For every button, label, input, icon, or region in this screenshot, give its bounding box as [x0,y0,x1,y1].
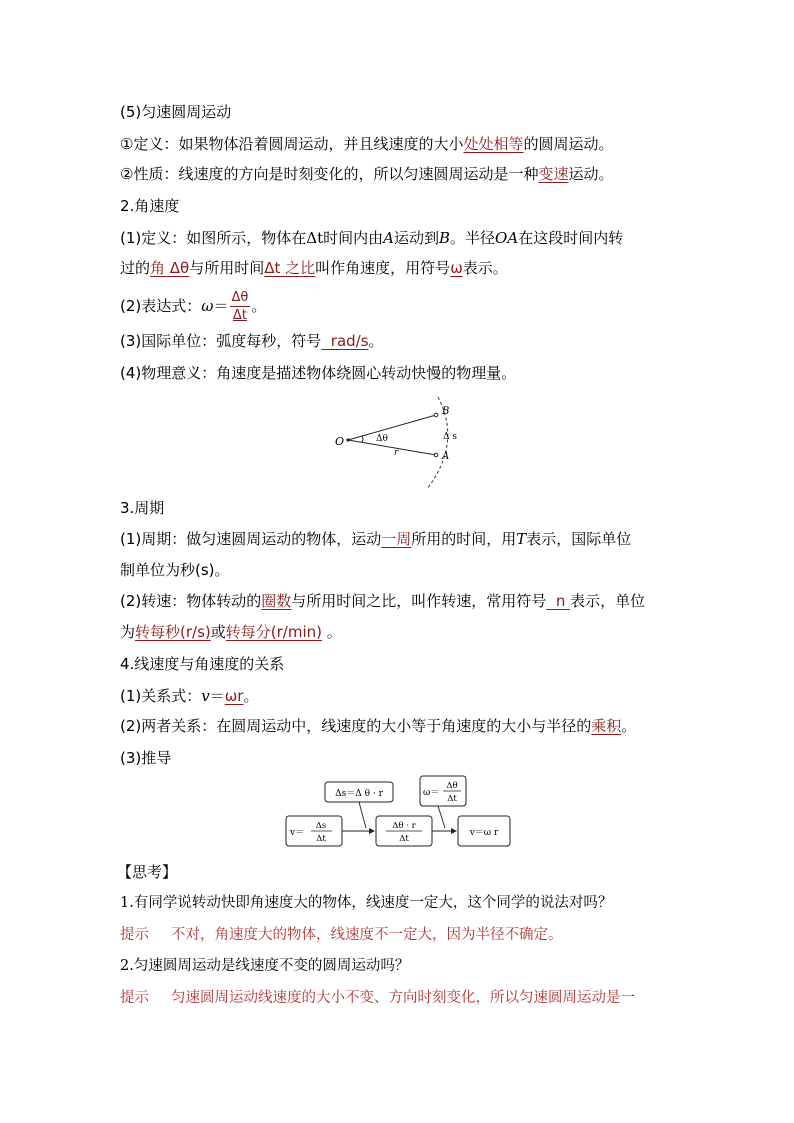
relation-description [120,716,636,736]
angular-velocity-definition-line2 [120,258,508,278]
answer-blank: 相等 [493,135,524,153]
rotation-speed-line2 [120,622,342,642]
answer-blank: rad/s [321,332,369,350]
box-result-text: v＝ω r [469,828,499,838]
box-omega-den: Δt [447,794,457,804]
hint-label: 提示 [120,927,149,943]
answer-blank: 圈数 [261,592,292,610]
text: (1)关系式： [120,687,202,705]
angular-velocity-unit [120,331,384,351]
label-B: B [442,406,450,417]
label-delta-s: Δ s [443,432,457,442]
text: 叫作角速度，用符号 [315,259,451,277]
derivation-title: (3)推导 [120,749,172,767]
text: 运动。 [568,165,614,183]
text: 与所用时间之比，叫作转速，常用符号 [291,592,547,610]
symbol: Δt [306,229,324,247]
symbol: OA [495,229,519,247]
symbol: v [201,687,210,705]
answer-blank: ω [450,259,463,277]
text: 为 [120,623,136,641]
text: 时间内由 [323,229,384,247]
point-B [434,413,438,417]
uniform-circular-definition [120,134,614,154]
uniform-circular-property [120,164,613,184]
answer-blank: 变速 [538,165,569,183]
symbol: ω [201,297,214,315]
box-v-num: Δs [315,821,327,831]
text: 。 [251,297,267,315]
text: 。 [243,687,259,705]
answer-blank: 一周 [381,530,412,548]
label-delta-theta: Δθ [376,434,388,444]
box-v-left: v＝ [290,828,305,838]
text: 表示，单位 [570,592,646,610]
angular-velocity-meaning: (4)物理意义：角速度是描述物体绕圆心转动快慢的物理量。 [120,364,517,382]
text: ＝ [209,687,225,705]
text: (3)国际单位：弧度每秒，符号 [120,332,322,350]
pointer-delta-s [352,802,366,828]
text: ①定义：如果物体沿着圆周运动，并且线速度的大小 [120,135,464,153]
text: 运动到 [393,229,439,247]
text: 。 [322,623,342,641]
text: 的圆周运动。 [523,135,614,153]
text: 。 [621,717,637,735]
box-v-den: Δt [316,834,326,844]
text: (2)两者关系：在圆周运动中，线速度的大小等于角速度的大小与半径的 [120,717,592,735]
text: (1)定义：如图所示，物体在 [120,229,307,247]
box-omega-left: ω＝ [423,788,440,798]
section2-title: 2.角速度 [120,197,180,215]
label-O: O [335,435,345,448]
hint-text: 不对，角速度大的物体，线速度不一定大，因为半径不确定。 [171,927,563,943]
symbol: A [383,229,394,247]
text: 与所用时间 [189,259,265,277]
relation-formula [120,686,259,706]
text: ②性质：线速度的方向是时刻变化的，所以匀速圆周运动是一种 [120,165,539,183]
think-header: 【思考】 [117,863,178,881]
angle-arc [362,436,363,442]
answer-blank: 角 Δθ [150,259,190,277]
answer-blank: 处处 [463,135,494,153]
question-2: 2.匀速圆周运动是线速度不变的圆周运动吗？ [120,958,410,974]
answer-blank: ωr [224,687,244,705]
rotation-speed-line1 [120,591,645,611]
answer-blank: 转每秒(r/s) [135,623,211,641]
text: (2)表达式： [120,297,202,315]
numerator: Δθ [231,290,249,305]
text: (1)周期：做匀速圆周运动的物体，运动 [120,530,382,548]
hint-text: 匀速圆周运动线速度的大小不变、方向时刻变化，所以匀速圆周运动是一 [171,990,635,1006]
angular-velocity-definition-line1 [120,228,623,248]
label-r: r [394,448,399,458]
text: 在这段时间内转 [518,229,624,247]
radius-OB [348,415,436,440]
answer-1 [120,925,563,945]
answer-2 [120,988,635,1008]
angular-velocity-expression [120,288,266,324]
text: 表示，国际单位 [526,530,632,548]
label-A: A [442,451,450,462]
section4-title: 4.线速度与角速度的关系 [120,655,285,673]
angular-velocity-diagram [330,395,480,493]
answer-blank: n [546,592,571,610]
hint-label: 提示 [120,990,149,1006]
fraction [230,289,251,324]
text: 。半径 [450,229,496,247]
period-definition-line2: 制单位为秒(s)。 [120,561,230,579]
text: (2)转速：物体转动的 [120,592,262,610]
pointer-omega [432,806,445,828]
section3-title: 3.周期 [120,499,165,517]
radius-OA [348,440,436,455]
box-middle-den: Δt [399,834,409,844]
derivation-flow-diagram [280,772,520,852]
answer-blank: 转每分(r/min) [225,623,322,641]
symbol: T [516,530,527,548]
question-1: 1.有同学说转动快即角速度大的物体，线速度一定大，这个同学的说法对吗？ [120,895,613,911]
denominator: Δt [232,308,247,323]
point-A [434,453,438,457]
text: 。 [368,332,384,350]
box-omega-num: Δθ [446,781,458,791]
box-delta-s-text: Δs＝Δ θ · r [335,789,383,799]
answer-blank: 乘积 [591,717,622,735]
text: 或 [210,623,226,641]
text: 过的 [120,259,151,277]
text: 所用的时间，用 [411,530,517,548]
box-middle-num: Δθ · r [392,821,416,831]
text: 表示。 [462,259,508,277]
period-definition-line1 [120,529,631,549]
symbol: B [439,229,451,247]
section5-title: (5)匀速圆周运动 [120,103,232,121]
point-O [346,438,349,441]
answer-blank: Δt 之比 [264,259,316,277]
text: ＝ [213,297,229,315]
